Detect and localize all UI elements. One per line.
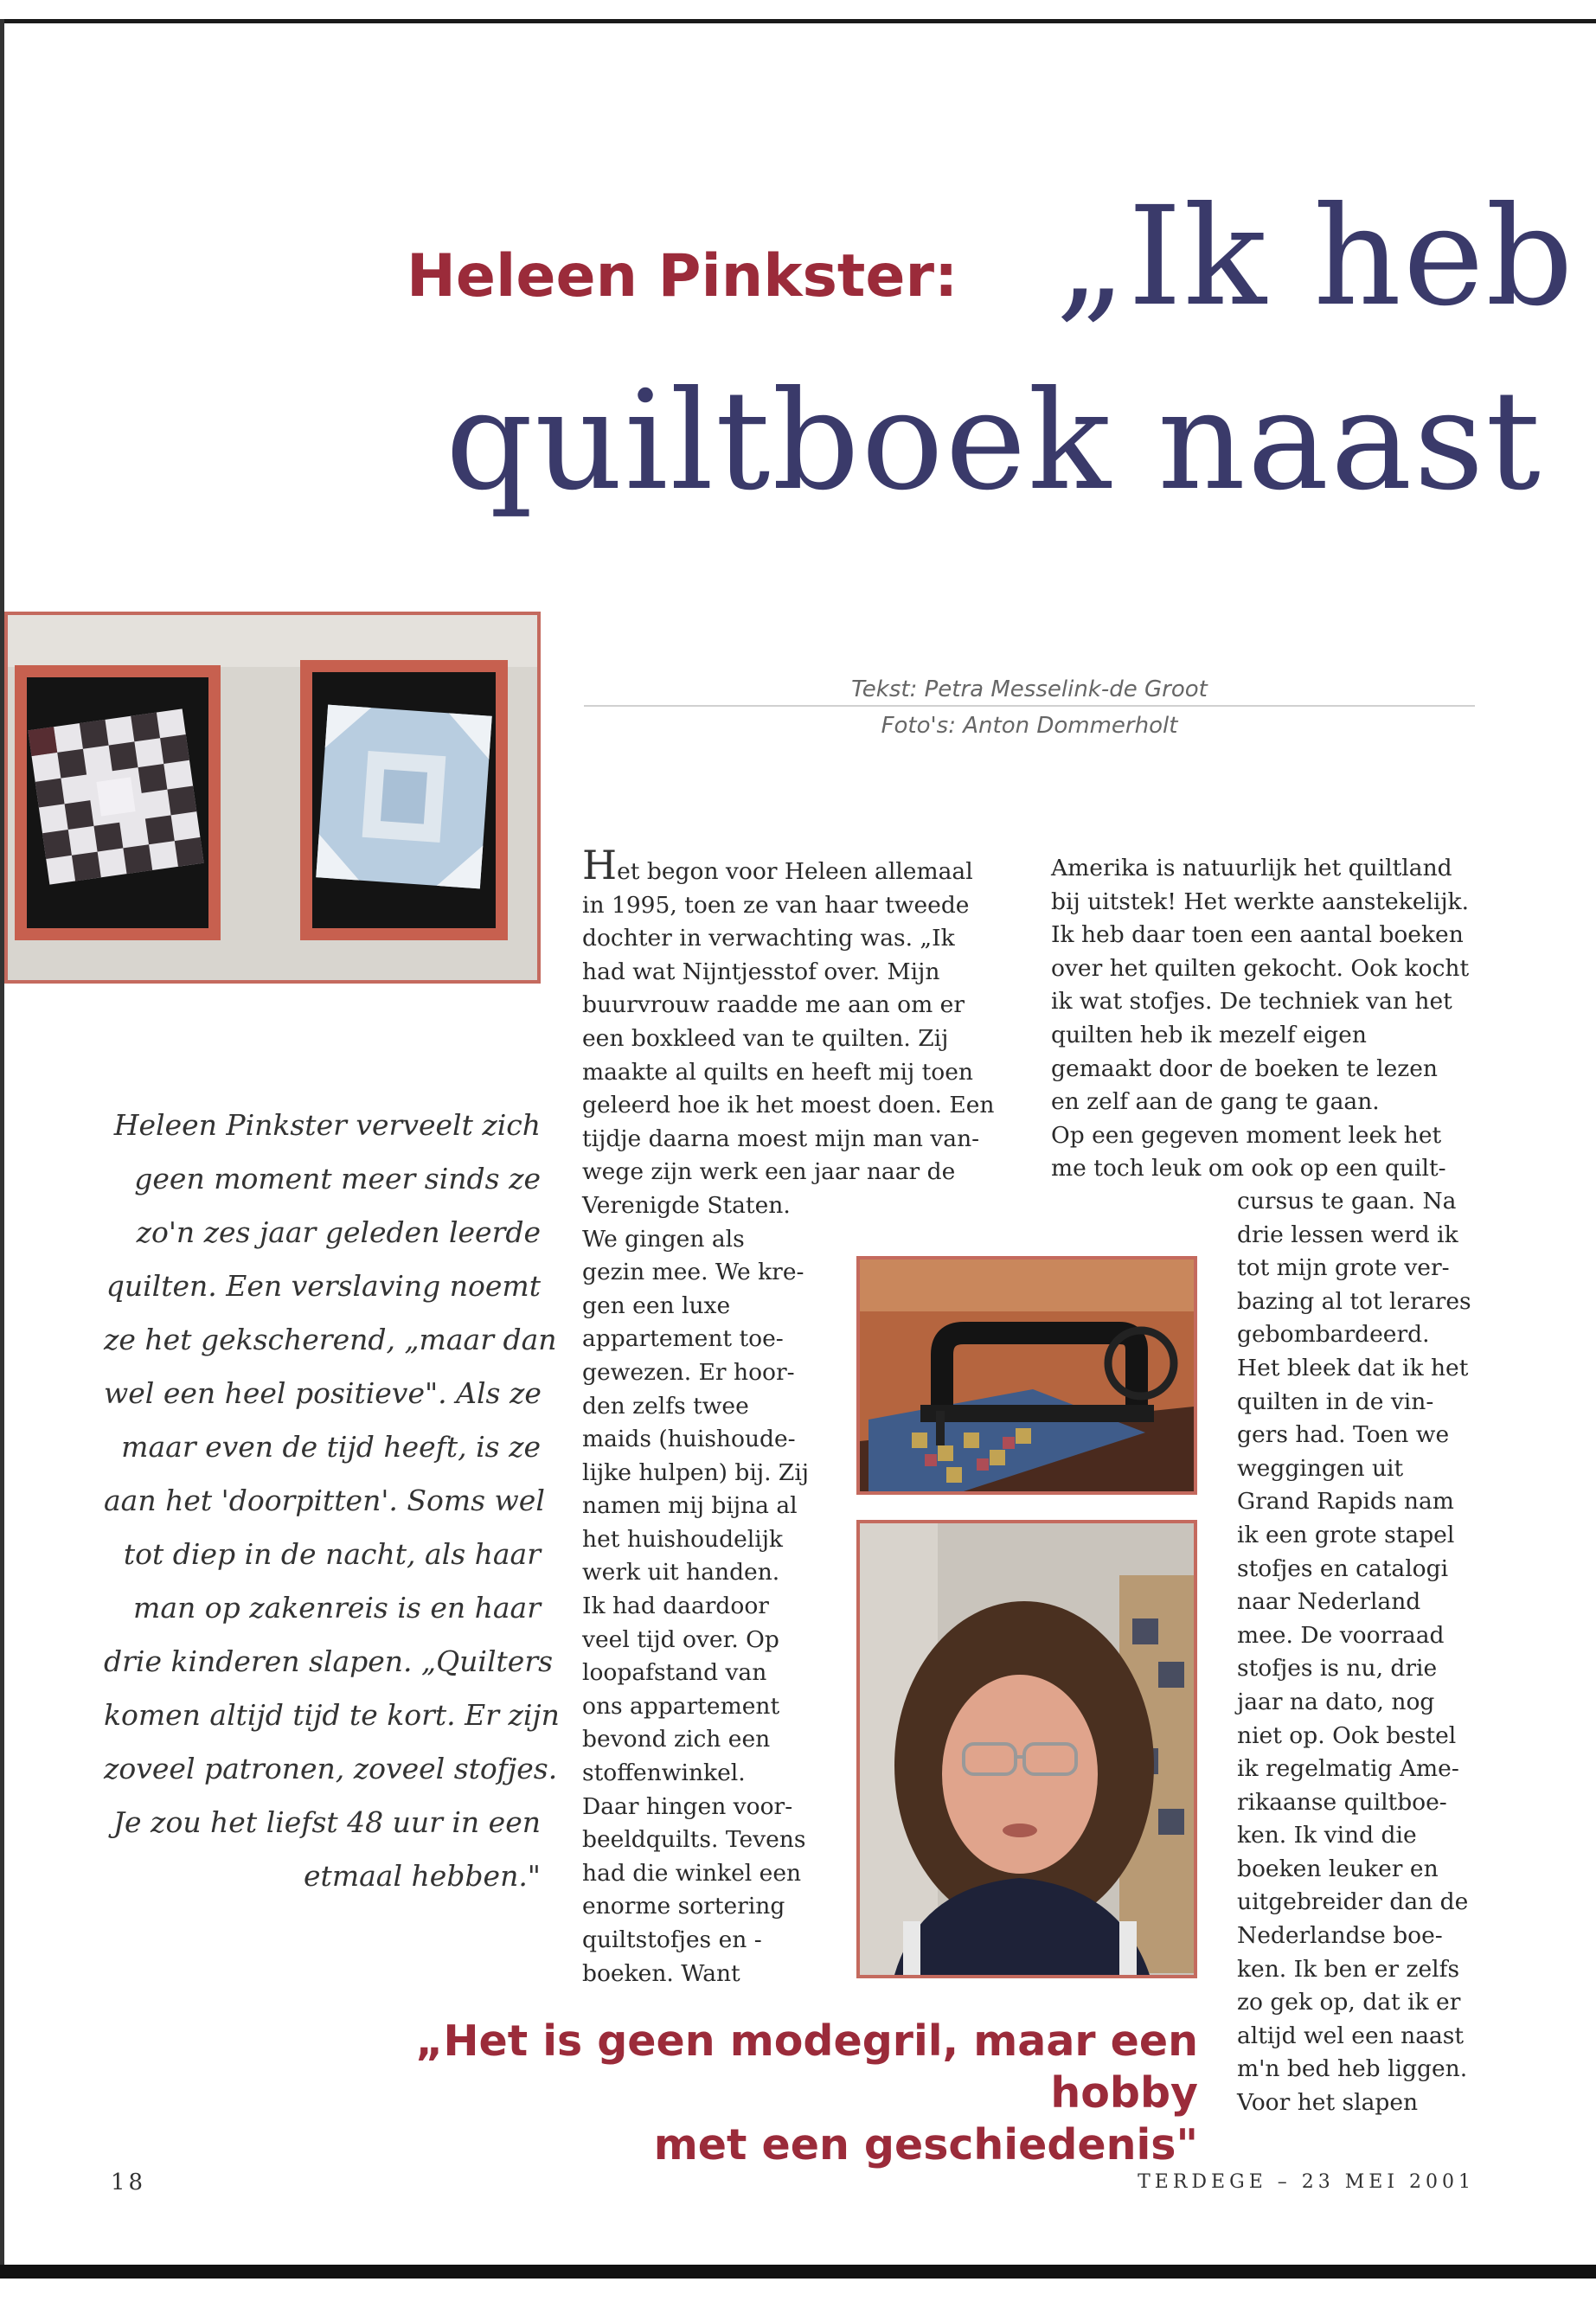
body-line: altijd wel een naast	[1237, 2022, 1465, 2049]
body-line: ik wat stofjes. De techniek van het	[1051, 988, 1452, 1016]
intro-line: komen altijd tijd te kort. Er zijn	[104, 1698, 560, 1732]
body-line: tijdje daarna moest mijn man van-	[582, 1125, 980, 1152]
body-line: ik een grote stapel	[1237, 1521, 1455, 1548]
body-line: beeldquilts. Tevens	[582, 1826, 806, 1854]
body-line: stoffenwinkel.	[582, 1759, 746, 1787]
body-line: het huishoudelijk	[582, 1525, 783, 1553]
intro-line: geen moment meer sinds ze	[134, 1162, 541, 1195]
body-line: had die winkel een	[582, 1859, 802, 1887]
bottom-rule	[0, 2265, 1596, 2279]
photo-credit: Foto's: Anton Dommerholt	[881, 713, 1178, 739]
body-line: drie lessen werd ik	[1237, 1221, 1458, 1248]
body-line: me toch leuk om ook op een quilt-	[1051, 1155, 1446, 1183]
intro-line: maar even de tijd heeft, is ze	[121, 1430, 541, 1464]
body-line: maids (huishoude-	[582, 1426, 796, 1453]
body-line: ons appartement	[582, 1692, 780, 1720]
drop-cap: H	[582, 842, 618, 888]
author-credit: Tekst: Petra Messelink-de Groot	[851, 676, 1208, 702]
intro-line: aan het 'doorpitten'. Soms wel	[104, 1484, 545, 1517]
body-line: quiltstofjes en -	[582, 1926, 762, 1953]
intro-line: man op zakenreis is en haar	[133, 1591, 541, 1625]
body-line: werk uit handen.	[582, 1559, 780, 1586]
intro-paragraph	[104, 1099, 560, 1903]
body-line: Het bleek dat ik het	[1237, 1354, 1469, 1381]
sewing-machine-photo	[856, 1256, 1197, 1495]
body-line: namen mij bijna al	[582, 1492, 798, 1520]
body-line: in 1995, toen ze van haar tweede	[582, 891, 970, 919]
body-line: naar Nederland	[1237, 1588, 1421, 1616]
headline-line-1: „Ik heb	[1055, 177, 1575, 336]
body-line: ken. Ik ben er zelfs	[1237, 1955, 1460, 1983]
body-line: jaar na dato, nog	[1237, 1688, 1435, 1715]
pull-quote	[372, 2016, 1198, 2171]
body-line: uitgebreider dan de	[1237, 1888, 1469, 1916]
body-line: gemaakt door de boeken te lezen	[1051, 1054, 1438, 1082]
pull-quote-line-1: „Het is geen modegril, maar een hobby	[415, 2016, 1198, 2118]
article-credits	[584, 671, 1475, 744]
body-line: bazing al tot lerares	[1237, 1287, 1471, 1315]
headline-line-2: quiltboek naast	[445, 362, 1542, 521]
body-line: had wat Nijntjesstof over. Mijn	[582, 958, 940, 985]
body-line: m'n bed heb liggen.	[1237, 2055, 1468, 2083]
intro-line: tot diep in de nacht, als haar	[123, 1537, 541, 1571]
intro-line: Je zou het liefst 48 uur in een	[112, 1805, 541, 1839]
body-line: over het quilten gekocht. Ook kocht	[1051, 954, 1470, 982]
body-line: Amerika is natuurlijk het quiltland	[1051, 855, 1452, 881]
portrait-illustration	[860, 1523, 1194, 1975]
body-line: weggingen uit	[1237, 1454, 1404, 1482]
body-line: Voor het slapen	[1237, 2089, 1419, 2117]
credits-divider	[584, 705, 1475, 707]
body-line: boeken leuker en	[1237, 1855, 1439, 1882]
body-line: We gingen als	[582, 1225, 745, 1253]
intro-line: zoveel patronen, zoveel stofjes.	[104, 1752, 558, 1785]
body-line: lijke hulpen) bij. Zij	[582, 1458, 810, 1486]
body-line: zo gek op, dat ik er	[1237, 1989, 1461, 2016]
body-line: gezin mee. We kre-	[582, 1259, 804, 1286]
body-line: Ik heb daar toen een aantal boeken	[1051, 921, 1464, 949]
body-line: geleerd hoe ik het moest doen. Een	[582, 1092, 995, 1119]
intro-line: quilten. Een verslaving noemt	[106, 1269, 541, 1303]
body-line: gers had. Toen we	[1237, 1421, 1450, 1449]
left-rule	[0, 19, 4, 2268]
body-line: mee. De voorraad	[1237, 1621, 1445, 1649]
body-line: Verenigde Staten.	[582, 1191, 791, 1219]
body-line: maakte al quilts en heeft mij toen	[582, 1058, 973, 1086]
body-line: stofjes is nu, drie	[1237, 1655, 1438, 1682]
sewing-machine-illustration	[860, 1259, 1194, 1491]
body-line: rikaanse quiltboe-	[1237, 1788, 1447, 1816]
body-line: Nederlandse boe-	[1237, 1922, 1443, 1950]
body-line: Op een gegeven moment leek het	[1051, 1121, 1442, 1149]
body-line: quilten heb ik mezelf eigen	[1051, 1021, 1367, 1048]
page-number: 18	[111, 2170, 147, 2195]
body-line: tot mijn grote ver-	[1237, 1254, 1450, 1282]
intro-line: ze het gekscherend, „maar dan	[104, 1323, 557, 1356]
top-rule	[0, 19, 1596, 23]
body-line: veel tijd over. Op	[582, 1625, 779, 1653]
body-line: buurvrouw raadde me aan om er	[582, 991, 965, 1019]
intro-line: zo'n zes jaar geleden leerde	[136, 1215, 541, 1249]
body-line: en zelf aan de gang te gaan.	[1051, 1088, 1380, 1116]
body-line: ik regelmatig Ame-	[1237, 1755, 1459, 1783]
body-line: bij uitstek! Het werkte aanstekelijk.	[1051, 888, 1470, 915]
body-column-2	[1051, 852, 1492, 1186]
body-line: quilten in de vin-	[1237, 1388, 1434, 1415]
body-line: bevond zich een	[582, 1726, 771, 1753]
body-line: dochter in verwachting was. „Ik	[582, 925, 955, 952]
body-line: gen een luxe	[582, 1292, 731, 1319]
body-line: gebombardeerd.	[1237, 1321, 1430, 1349]
portrait-photo	[856, 1520, 1197, 1978]
body-line: boeken. Want	[582, 1959, 740, 1987]
framed-quilts-illustration	[8, 615, 537, 980]
intro-line: etmaal hebben."	[304, 1859, 541, 1893]
article-kicker: Heleen Pinkster:	[407, 242, 958, 311]
body-line: Daar hingen voor-	[582, 1792, 793, 1820]
body-line: ken. Ik vind die	[1237, 1822, 1417, 1849]
pull-quote-line-2: met een geschiedenis"	[653, 2120, 1198, 2170]
publication-footer: TERDEGE – 23 MEI 2001	[1138, 2171, 1475, 2193]
body-line: cursus te gaan. Na	[1237, 1188, 1457, 1215]
intro-line: wel een heel positieve". Als ze	[104, 1376, 542, 1410]
body-line: niet op. Ook bestel	[1237, 1721, 1457, 1749]
body-line: gewezen. Er hoor-	[582, 1358, 795, 1386]
body-line: Ik had daardoor	[582, 1593, 769, 1620]
body-line: Grand Rapids nam	[1237, 1488, 1454, 1516]
intro-line: drie kinderen slapen. „Quilters	[104, 1644, 554, 1678]
intro-line: Heleen Pinkster verveelt zich	[113, 1108, 541, 1142]
body-line: appartement toe-	[582, 1325, 784, 1353]
body-column-3	[1237, 1185, 1488, 2120]
body-line: den zelfs twee	[582, 1392, 749, 1420]
body-line: enorme sortering	[582, 1893, 785, 1920]
body-line: stofjes en catalogi	[1237, 1554, 1449, 1582]
body-line: et begon voor Heleen allemaal	[617, 858, 973, 885]
body-line: wege zijn werk een jaar naar de	[582, 1158, 956, 1186]
framed-quilts-photo	[4, 612, 541, 984]
body-line: loopafstand van	[582, 1659, 767, 1687]
body-line: een boxkleed van te quilten. Zij	[582, 1024, 949, 1052]
